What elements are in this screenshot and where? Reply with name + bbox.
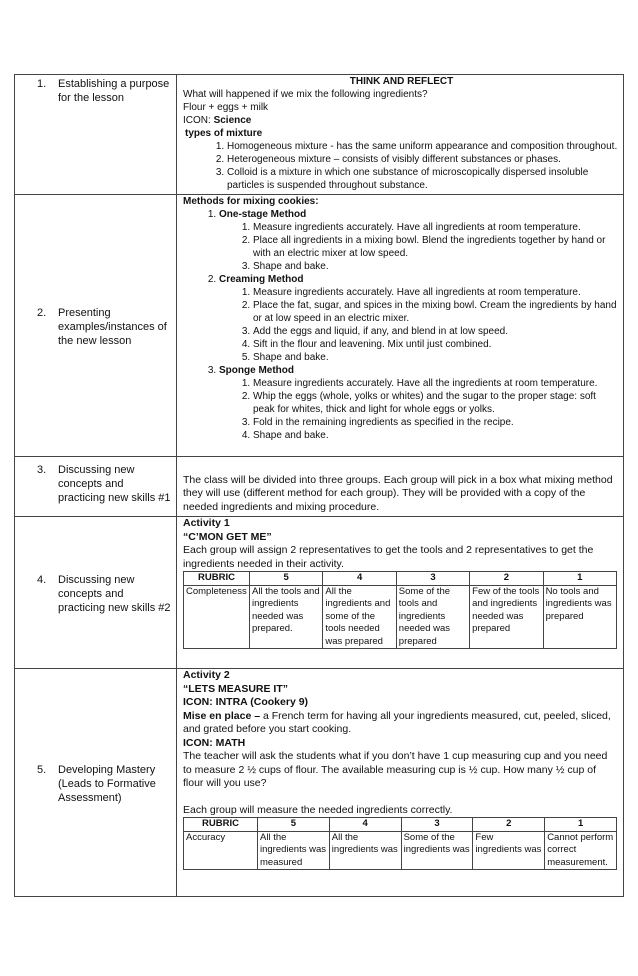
method-item <box>219 364 620 442</box>
icon-math: ICON: MATH <box>183 736 246 749</box>
rubric-header: 1 <box>543 572 616 586</box>
row-label: Discussing new concepts and practicing new skills #2 <box>58 573 171 614</box>
rubric-cell: Some of the ingredients was <box>401 831 473 870</box>
activity-title: “C’MON GET ME” <box>183 530 272 543</box>
row-number: 5. <box>37 763 47 776</box>
rubric-header-row <box>184 572 617 586</box>
rubric-criterion: Completeness <box>184 585 250 649</box>
method-name: One-stage Method <box>219 209 307 220</box>
list-item: 4. Sift in the flour and leavening. Mix until just combined. <box>253 338 620 351</box>
rubric-header: 5 <box>258 818 330 832</box>
steps-list <box>219 377 620 442</box>
lesson-row-3 <box>15 457 624 517</box>
math-question: The teacher will ask the students what if you don’t have 1 cup measuring cup and you need to measure 2 ½ cups of flour. The available measuring cup is ½ cup. How many ½ cup of flour will you use? <box>183 750 608 789</box>
mixture-types-list <box>183 140 620 192</box>
rubric-cell: All the ingredients was <box>329 831 401 870</box>
lesson-row-4 <box>15 517 624 669</box>
method-name: Creaming Method <box>219 274 304 285</box>
rubric-header-row <box>184 818 617 832</box>
lesson-plan-table <box>14 74 624 897</box>
section-heading: THINK AND REFLECT <box>349 76 454 87</box>
group-instructions: The class will be divided into three groups. Each group will pick in a box what mixing method they will use (different method for each group). They will be provided with a copy of the needed ingredients and mixing procedure. <box>183 473 613 513</box>
activity-text: Each group will assign 2 representatives to get the tools and 2 representatives to get the ingredients needed in their activity. <box>183 544 594 570</box>
list-item: 2. Place all ingredients in a mixing bowl. Blend the ingredients together by hand or with an electric mixer at low speed. <box>253 234 620 260</box>
types-title: types of mixture <box>185 128 263 139</box>
method-item <box>219 208 620 273</box>
list-item: 1. Homogeneous mixture - has the same uniform appearance and composition throughout. <box>227 140 620 153</box>
rubric-header: RUBRIC <box>184 818 258 832</box>
lesson-row-1 <box>15 75 624 195</box>
list-item: 3. Fold in the remaining ingredients as specified in the recipe. <box>253 416 620 429</box>
rubric-row <box>184 831 617 870</box>
methods-title: Methods for mixing cookies: <box>183 196 319 207</box>
row-number: 2. <box>37 306 47 319</box>
rubric-row <box>184 585 617 649</box>
ingredients-text: Flour + eggs + milk <box>183 102 269 113</box>
lesson-row-5 <box>15 669 624 897</box>
list-item: 3. Shape and bake. <box>253 260 620 273</box>
question-text: What will happened if we mix the following ingredients? <box>183 89 428 100</box>
activity-label: Activity 2 <box>183 669 230 681</box>
rubric-cell: Few ingredients was <box>473 831 545 870</box>
rubric-header: 3 <box>401 818 473 832</box>
list-item: 4. Shape and bake. <box>253 429 620 442</box>
rubric-header: 1 <box>545 818 617 832</box>
mise-en-place-text: Mise en place – a French term for having all your ingredients measured, cut, peeled, sliced, and grated before you start cooking. <box>183 709 611 735</box>
methods-list <box>183 208 620 442</box>
list-item: 2. Whip the eggs (whole, yolks or whites) and the sugar to the proper stage: soft peak for whites, thick and light for whole eggs or yolks. <box>253 390 620 416</box>
activity-label: Activity 1 <box>183 517 230 529</box>
list-item: 2. Heterogeneous mixture – consists of visibly different substances or phases. <box>227 153 620 166</box>
row-number: 3. <box>37 464 47 476</box>
rubric-header: 4 <box>329 818 401 832</box>
rubric-cell: All the ingredients was measured <box>258 831 330 870</box>
rubric-cell: All the tools and ingredients needed was prepared. <box>250 585 323 649</box>
rubric-cell: All the ingredients and some of the tools needed was prepared <box>323 585 396 649</box>
rubric-header: 2 <box>473 818 545 832</box>
measure-instruction: Each group will measure the needed ingredients correctly. <box>183 803 453 816</box>
list-item: 1. Measure ingredients accurately. Have all ingredients at room temperature. <box>253 221 620 234</box>
activity-title: “LETS MEASURE IT” <box>183 682 289 695</box>
row-label: Developing Mastery (Leads to Formative Assessment) <box>58 763 156 804</box>
rubric-header: 3 <box>396 572 469 586</box>
rubric-cell: Few of the tools and ingredients needed was prepared <box>470 585 543 649</box>
list-item: 2. Place the fat, sugar, and spices in the mixing bowl. Cream the ingredients by hand or at low speed in an electric mixer. <box>253 299 620 325</box>
row-number: 4. <box>37 573 47 586</box>
rubric-header: 5 <box>250 572 323 586</box>
row-label: Establishing a purpose for the lesson <box>58 78 170 104</box>
method-item <box>219 273 620 364</box>
list-item: 1. Measure ingredients accurately. Have all the ingredients at room temperature. <box>253 377 620 390</box>
list-item: 1. Measure ingredients accurately. Have all ingredients at room temperature. <box>253 286 620 299</box>
icon-line: ICON: Science <box>183 115 252 126</box>
method-name: Sponge Method <box>219 365 294 376</box>
list-item: 5. Shape and bake. <box>253 351 620 364</box>
list-item: 3. Colloid is a mixture in which one substance of microscopically dispersed insoluble particles is suspended throughout substance. <box>227 166 620 192</box>
rubric-table <box>183 571 617 649</box>
row-label: Discussing new concepts and practicing new skills #1 <box>58 464 171 504</box>
lesson-row-2 <box>15 195 624 457</box>
rubric-cell: Cannot perform correct measurement. <box>545 831 617 870</box>
row-label: Presenting examples/instances of the new lesson <box>58 306 167 347</box>
rubric-cell: No tools and ingredients was prepared <box>543 585 616 649</box>
icon-intra: ICON: INTRA (Cookery 9) <box>183 696 309 708</box>
rubric-table <box>183 817 617 870</box>
row-number: 1. <box>37 78 47 90</box>
steps-list <box>219 221 620 273</box>
rubric-criterion: Accuracy <box>184 831 258 870</box>
rubric-cell: Some of the tools and ingredients needed was prepared <box>396 585 469 649</box>
rubric-header: 2 <box>470 572 543 586</box>
steps-list <box>219 286 620 364</box>
list-item: 3. Add the eggs and liquid, if any, and blend in at low speed. <box>253 325 620 338</box>
rubric-header: RUBRIC <box>184 572 250 586</box>
rubric-header: 4 <box>323 572 396 586</box>
